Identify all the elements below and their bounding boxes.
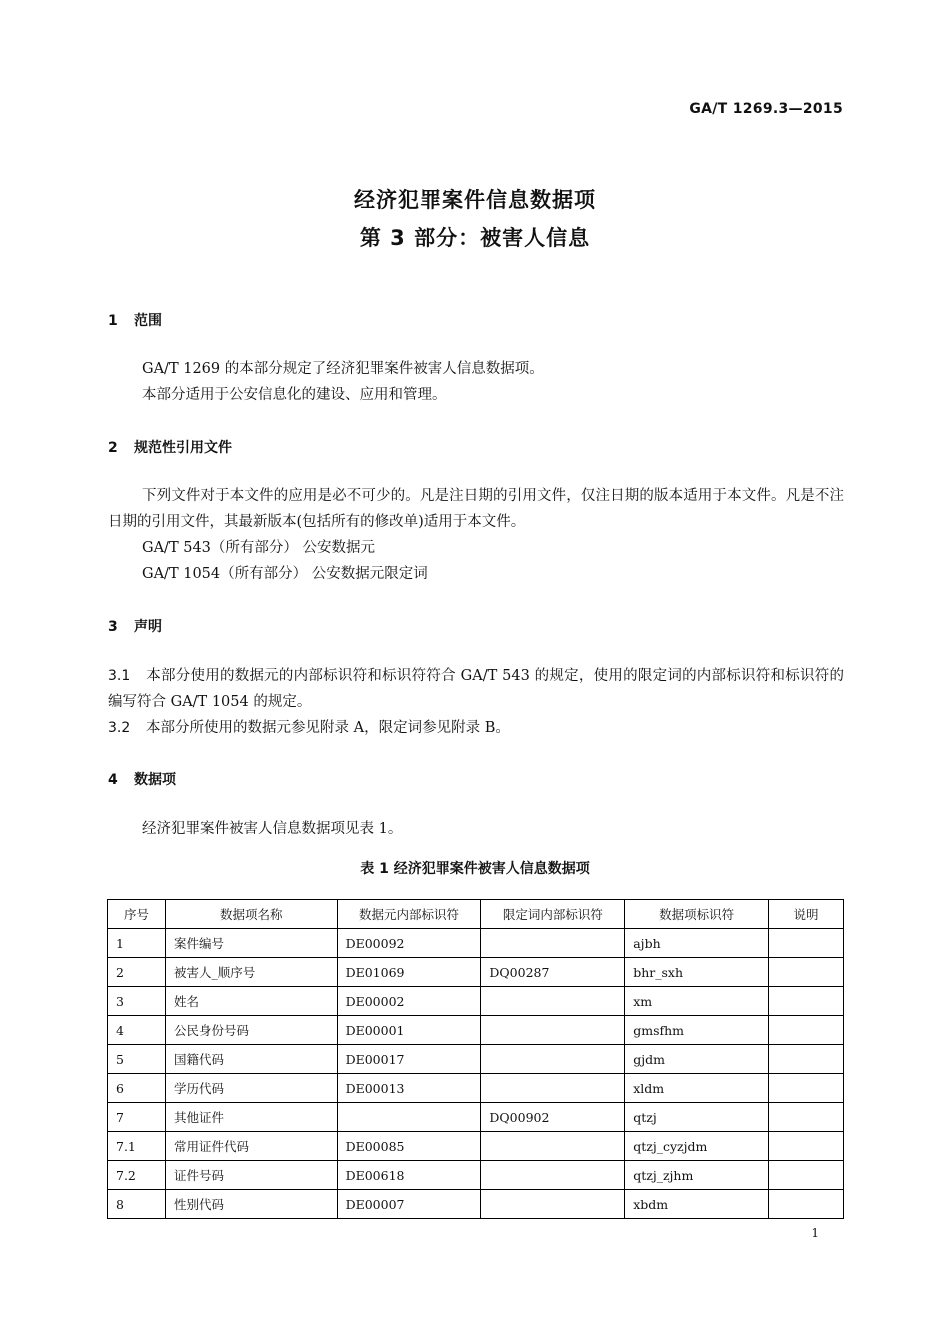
table-row: [108, 1045, 844, 1074]
table-cell: 2: [108, 958, 166, 987]
table-cell: [769, 1045, 844, 1074]
section-1-para-2: 本部分适用于公安信息化的建设、应用和管理。: [142, 387, 447, 403]
clause-3-1: [108, 663, 844, 715]
header-cell: 数据元内部标识符: [337, 900, 481, 929]
table-cell: bhr_sxh: [625, 958, 769, 987]
table-row: [108, 1190, 844, 1219]
table-cell: 5: [108, 1045, 166, 1074]
table-cell: [769, 929, 844, 958]
section-2-intro: 下列文件对于本文件的应用是必不可少的。凡是注日期的引用文件，仅注日期的版本适用于本文件。凡是不注日期的引用文件，其最新版本(包括所有的修改单)适用于本文件。: [108, 488, 844, 530]
document-title: 经济犯罪案件信息数据项: [354, 188, 596, 212]
table-cell: qtzj_zjhm: [625, 1161, 769, 1190]
table-cell: 公民身份号码: [165, 1016, 337, 1045]
clause-3-2: [108, 715, 844, 741]
table-cell: [769, 1016, 844, 1045]
table-cell: 姓名: [165, 987, 337, 1016]
section-number: 1: [108, 313, 118, 329]
table-cell: 6: [108, 1074, 166, 1103]
table-row: [108, 929, 844, 958]
section-4-para: 经济犯罪案件被害人信息数据项见表 1。: [142, 821, 403, 837]
clause-text: 本部分使用的数据元的内部标识符和标识符符合 GA/T 543 的规定，使用的限定词的内部标识符和标识符的编写符合 GA/T 1054 的规定。: [108, 668, 844, 710]
table-cell: [481, 929, 625, 958]
table-cell: 证件号码: [165, 1161, 337, 1190]
table-cell: 1: [108, 929, 166, 958]
table-row: [108, 1016, 844, 1045]
table-cell: [769, 1190, 844, 1219]
table-cell: [481, 1045, 625, 1074]
section-number: 2: [108, 440, 118, 456]
table-cell: DQ00287: [481, 958, 625, 987]
section-number: 4: [108, 772, 118, 788]
table-cell: 案件编号: [165, 929, 337, 958]
table-caption: 表 1 经济犯罪案件被害人信息数据项: [360, 861, 590, 877]
table-cell: [769, 1161, 844, 1190]
section-title: 范围: [134, 313, 162, 329]
table-cell: [769, 987, 844, 1016]
table-row: [108, 987, 844, 1016]
table-row: [108, 958, 844, 987]
clause-text: 本部分所使用的数据元参见附录 A，限定词参见附录 B。: [146, 720, 510, 736]
table-cell: DE00618: [337, 1161, 481, 1190]
table-cell: [769, 1132, 844, 1161]
table-cell: DE00002: [337, 987, 481, 1016]
table-cell: DE01069: [337, 958, 481, 987]
table-cell: 学历代码: [165, 1074, 337, 1103]
document-subtitle: 第 3 部分：被害人信息: [359, 226, 591, 250]
table-cell: DE00013: [337, 1074, 481, 1103]
table-cell: 国籍代码: [165, 1045, 337, 1074]
table-cell: 4: [108, 1016, 166, 1045]
table-cell: gmsfhm: [625, 1016, 769, 1045]
table-cell: DE00001: [337, 1016, 481, 1045]
table-cell: 3: [108, 987, 166, 1016]
section-title: 声明: [134, 619, 162, 635]
table-cell: [481, 1074, 625, 1103]
table-cell: [481, 1132, 625, 1161]
table-cell: [481, 1161, 625, 1190]
standard-code: GA/T 1269.3—2015: [689, 101, 843, 117]
table-cell: gjdm: [625, 1045, 769, 1074]
clause-number: 3.2: [108, 720, 131, 736]
page-number: 1: [811, 1226, 819, 1240]
table-row: [108, 1161, 844, 1190]
table-cell: ajbh: [625, 929, 769, 958]
section-title: 规范性引用文件: [134, 440, 232, 456]
section-number: 3: [108, 619, 118, 635]
table-cell: 8: [108, 1190, 166, 1219]
table-cell: 7.2: [108, 1161, 166, 1190]
table-cell: 7.1: [108, 1132, 166, 1161]
table-row: [108, 1103, 844, 1132]
table-cell: [481, 1190, 625, 1219]
table-cell: [337, 1103, 481, 1132]
table-cell: [769, 958, 844, 987]
table-cell: [769, 1074, 844, 1103]
header-cell: 限定词内部标识符: [481, 900, 625, 929]
table-cell: DE00085: [337, 1132, 481, 1161]
table-cell: [481, 987, 625, 1016]
table-cell: 被害人_顺序号: [165, 958, 337, 987]
table-cell: DE00007: [337, 1190, 481, 1219]
section-2-heading: [108, 437, 232, 457]
table-cell: xldm: [625, 1074, 769, 1103]
header-cell: 序号: [108, 900, 166, 929]
table-cell: DE00017: [337, 1045, 481, 1074]
section-2-ref-1: GA/T 543（所有部分） 公安数据元: [142, 540, 376, 556]
header-cell: 数据项标识符: [625, 900, 769, 929]
table-header-row: [108, 900, 844, 929]
section-3-heading: [108, 616, 162, 636]
data-items-table: [107, 899, 844, 1219]
table-cell: xbdm: [625, 1190, 769, 1219]
section-1-heading: [108, 310, 162, 330]
table-cell: 7: [108, 1103, 166, 1132]
table-cell: 其他证件: [165, 1103, 337, 1132]
table-cell: qtzj_cyzjdm: [625, 1132, 769, 1161]
header-cell: 说明: [769, 900, 844, 929]
section-1-para-1: GA/T 1269 的本部分规定了经济犯罪案件被害人信息数据项。: [142, 361, 544, 377]
table-cell: [769, 1103, 844, 1132]
section-2-ref-2: GA/T 1054（所有部分） 公安数据元限定词: [142, 566, 428, 582]
header-cell: 数据项名称: [165, 900, 337, 929]
table-cell: [481, 1016, 625, 1045]
table-row: [108, 1132, 844, 1161]
clause-number: 3.1: [108, 668, 131, 684]
section-title: 数据项: [134, 772, 176, 788]
table-cell: 常用证件代码: [165, 1132, 337, 1161]
table-cell: xm: [625, 987, 769, 1016]
table-cell: 性别代码: [165, 1190, 337, 1219]
section-4-heading: [108, 769, 176, 789]
table-cell: qtzj: [625, 1103, 769, 1132]
table-cell: DQ00902: [481, 1103, 625, 1132]
table-row: [108, 1074, 844, 1103]
table-cell: DE00092: [337, 929, 481, 958]
